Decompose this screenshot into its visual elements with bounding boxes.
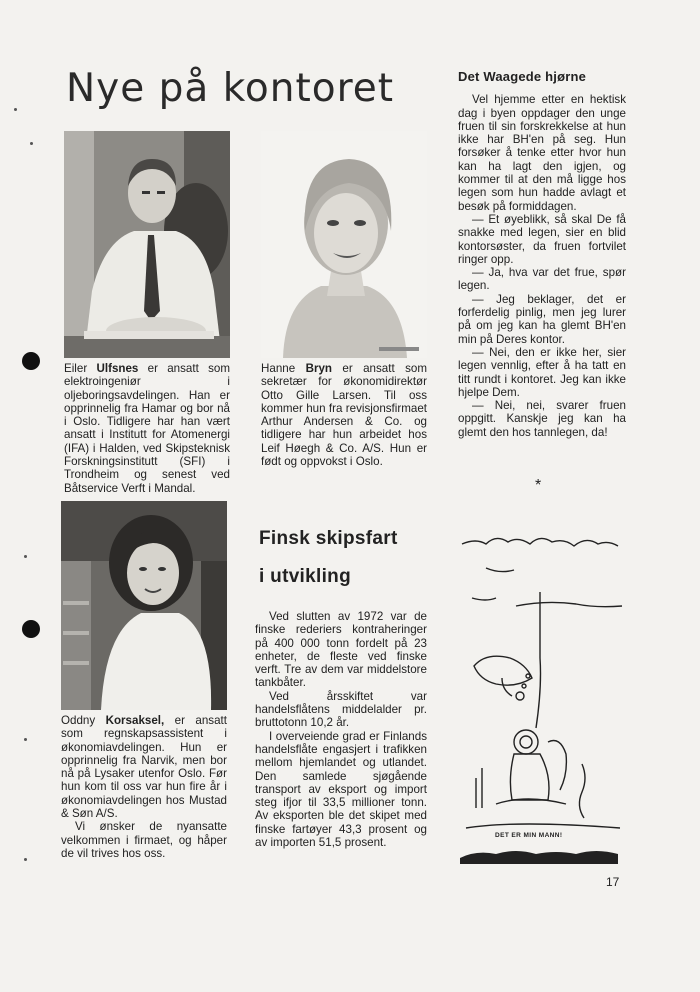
waagede-paragraph: — Nei, nei, svarer fruen oppgitt. Kanskje jeg kan ha glemt den hos tannlegen, da! xyxy=(458,399,626,439)
photo-bryn xyxy=(261,131,427,358)
margin-mark xyxy=(30,142,33,145)
binder-hole xyxy=(22,620,40,638)
cartoon-caption: DET ER MIN MANN! xyxy=(495,832,563,839)
photo-korsaksel xyxy=(61,501,227,710)
finsk-heading: Finsk skipsfart i utvikling xyxy=(259,528,398,587)
waagede-paragraph: — Jeg beklager, det er forferdelig pinlig, men jeg lurer på om jeg kan ha glemt BH'en min på Deres kontor. xyxy=(458,292,626,346)
caption-korsaksel: Oddny Korsaksel, er ansatt som regnskapsassistent i økonomiavdelingen. Hun er opprinnelig fra Narvik, men bor nå på Lysaker utenfor Oslo. Før hun kom til oss var hun fire år i økonomiavdelingen hos Mustad & Søn A/S. Vi ønsker de nyansatte velkommen i firmaet, og håper de vil trives hos oss. xyxy=(61,714,227,860)
finsk-paragraph: Ved slutten av 1972 var de finske rederiers kontraheringer på 400 000 tonn fordelt på 23 enheter, de fleste ved finske verft. Tre av dem var middelstore tankbåter. xyxy=(255,610,427,690)
margin-mark xyxy=(24,858,27,861)
separator-star: * xyxy=(535,477,542,494)
caption-ulfsnes: Eiler Ulfsnes er ansatt som elektroingeniør i oljeboringsavdelingen. Han er opprinnelig fra Hamar og bor nå i Oslo. Tidligere har han vært ansatt i Institutt for Atomenergi (IFA) i Halden, ved Skipsteknisk Forskningsinstitutt (SFI) i Trondheim og senest ved Båtservice Verft i Mandal. xyxy=(64,362,230,495)
waagede-heading: Det Waagede hjørne xyxy=(458,69,587,84)
page-title: Nye på kontoret xyxy=(66,66,395,111)
finsk-article xyxy=(255,610,427,849)
diver-cartoon xyxy=(456,528,628,864)
waagede-paragraph: — Ja, hva var det frue, spør legen. xyxy=(458,266,626,293)
waagede-paragraph: — Et øyeblikk, så skal De få snakke med legen, sier en blid kontorsøster, da fruen fortvilet ringer opp. xyxy=(458,212,626,266)
finsk-paragraph: Ved årsskiftet var handelsflåtens middelalder pr. bruttotonn 10,2 år. xyxy=(255,689,427,730)
margin-mark xyxy=(24,738,27,741)
page-number: 17 xyxy=(606,875,620,889)
waagede-column xyxy=(458,70,626,439)
photo-ulfsnes xyxy=(64,131,230,358)
welcome-text: Vi ønsker de nyansatte velkommen i firmaet, og håper de vil trives hos oss. xyxy=(61,820,227,860)
caption-bryn: Hanne Bryn er ansatt som sekretær for økonomidirektør Otto Gille Larsen. Til oss kommer hun fra revisjonsfirmaet Arthur Andersen & Co. og tidligere har hun arbeidet hos Leif Høegh & Co. A/S. Hun er født og oppvokst i Oslo. xyxy=(261,362,427,469)
margin-mark xyxy=(14,108,17,111)
binder-hole xyxy=(22,352,40,370)
margin-mark xyxy=(24,555,27,558)
waagede-paragraph: Vel hjemme etter en hektisk dag i byen oppdager den unge fruen til sin forskrekkelse at hun ikke har BH'en på seg. Hun forsøker å tenke etter hvor hun kan ha lagt den igjen, og kommer til at den må ligge hos legen som hun hadde avlagt et besøk på formiddagen. xyxy=(458,93,626,213)
finsk-paragraph: I overveiende grad er Finlands handelsflåte engasjert i trafikken mellom hjemlandet og utlandet. Den samlede sjøgående transport av eksport og import steg ifjor til 33,5 millioner tonn. Av eksporten ble det skipet med finske fartøyer 43,3 prosent og av importen 51,5 prosent. xyxy=(255,729,427,850)
waagede-paragraph: — Nei, den er ikke her, sier legen vennlig, efter å ha tatt en titt rundt i kontoret. Jeg kan ikke hjelpe Dem. xyxy=(458,345,626,399)
